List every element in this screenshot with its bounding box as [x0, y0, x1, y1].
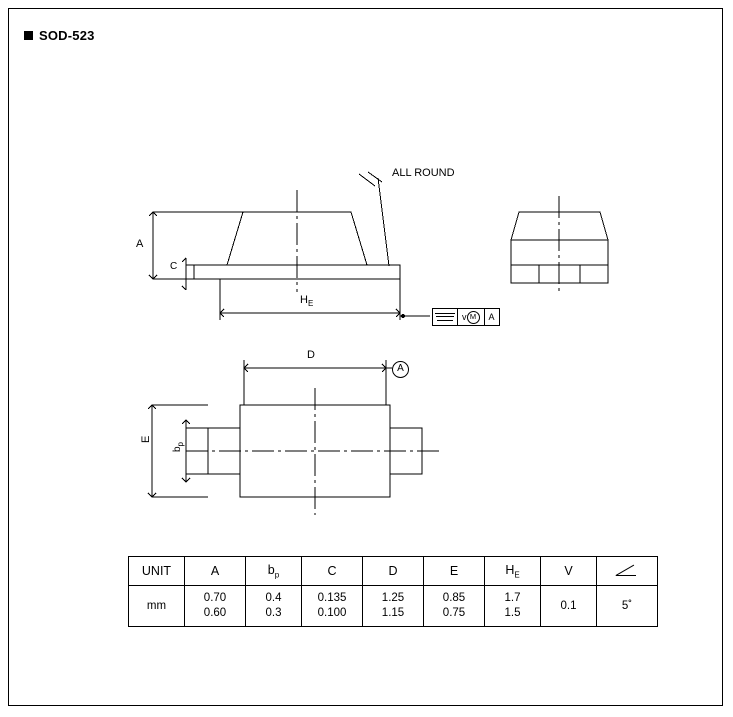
cell-C: 0.135 0.100 [302, 586, 363, 627]
col-header-D: D [363, 557, 424, 586]
label-dim-HE: $H_E$ [300, 294, 314, 309]
feature-control-frame [432, 308, 500, 326]
cell-E: 0.85 0.75 [424, 586, 485, 627]
cell-HE: 1.7 1.5 [485, 586, 541, 627]
col-header-angle [597, 557, 658, 586]
cell-A: 0.70 0.60 [185, 586, 246, 627]
page-title-text: SOD-523 [39, 28, 95, 43]
fcf-tolerance: v M [458, 309, 485, 325]
dimension-table [128, 556, 658, 627]
table-header-row [129, 557, 658, 586]
drawing-page: SOD-523 A C $H_E$ ALL ROUND v M A D E $b_p$ A UNIT A $b_p$ C D E $H_E$ V mm 0.70 0.60 0.4 0.3 0.135 0.100 1.25 1.15 0.85 0.75 1.7 1.5 0.1 5˚ [0, 0, 733, 717]
angle-symbol-icon [616, 564, 638, 576]
label-dim-D: D [307, 349, 315, 361]
cell-bp: 0.4 0.3 [246, 586, 302, 627]
label-all-round: ALL ROUND [392, 167, 455, 179]
col-header-V: V [541, 557, 597, 586]
col-header-E: E [424, 557, 485, 586]
label-dim-C: C [170, 261, 178, 272]
table-row [129, 586, 658, 627]
cell-angle: 5˚ [597, 586, 658, 627]
fcf-datum: A [488, 312, 495, 322]
detail-callout-A: A [392, 361, 409, 378]
page-title [24, 28, 95, 43]
cell-V: 0.1 [541, 586, 597, 627]
cell-unit: mm [129, 586, 185, 627]
col-header-C: C [302, 557, 363, 586]
col-header-unit: UNIT [129, 557, 185, 586]
cell-D: 1.25 1.15 [363, 586, 424, 627]
label-dim-A-side: A [136, 238, 144, 250]
flatness-symbol-icon [433, 309, 458, 325]
col-header-HE: $H_E$ [485, 557, 541, 586]
col-header-A: A [185, 557, 246, 586]
mmc-modifier-icon: M [467, 311, 480, 324]
col-header-bp: $b_p$ [246, 557, 302, 586]
square-bullet-icon [24, 31, 33, 40]
